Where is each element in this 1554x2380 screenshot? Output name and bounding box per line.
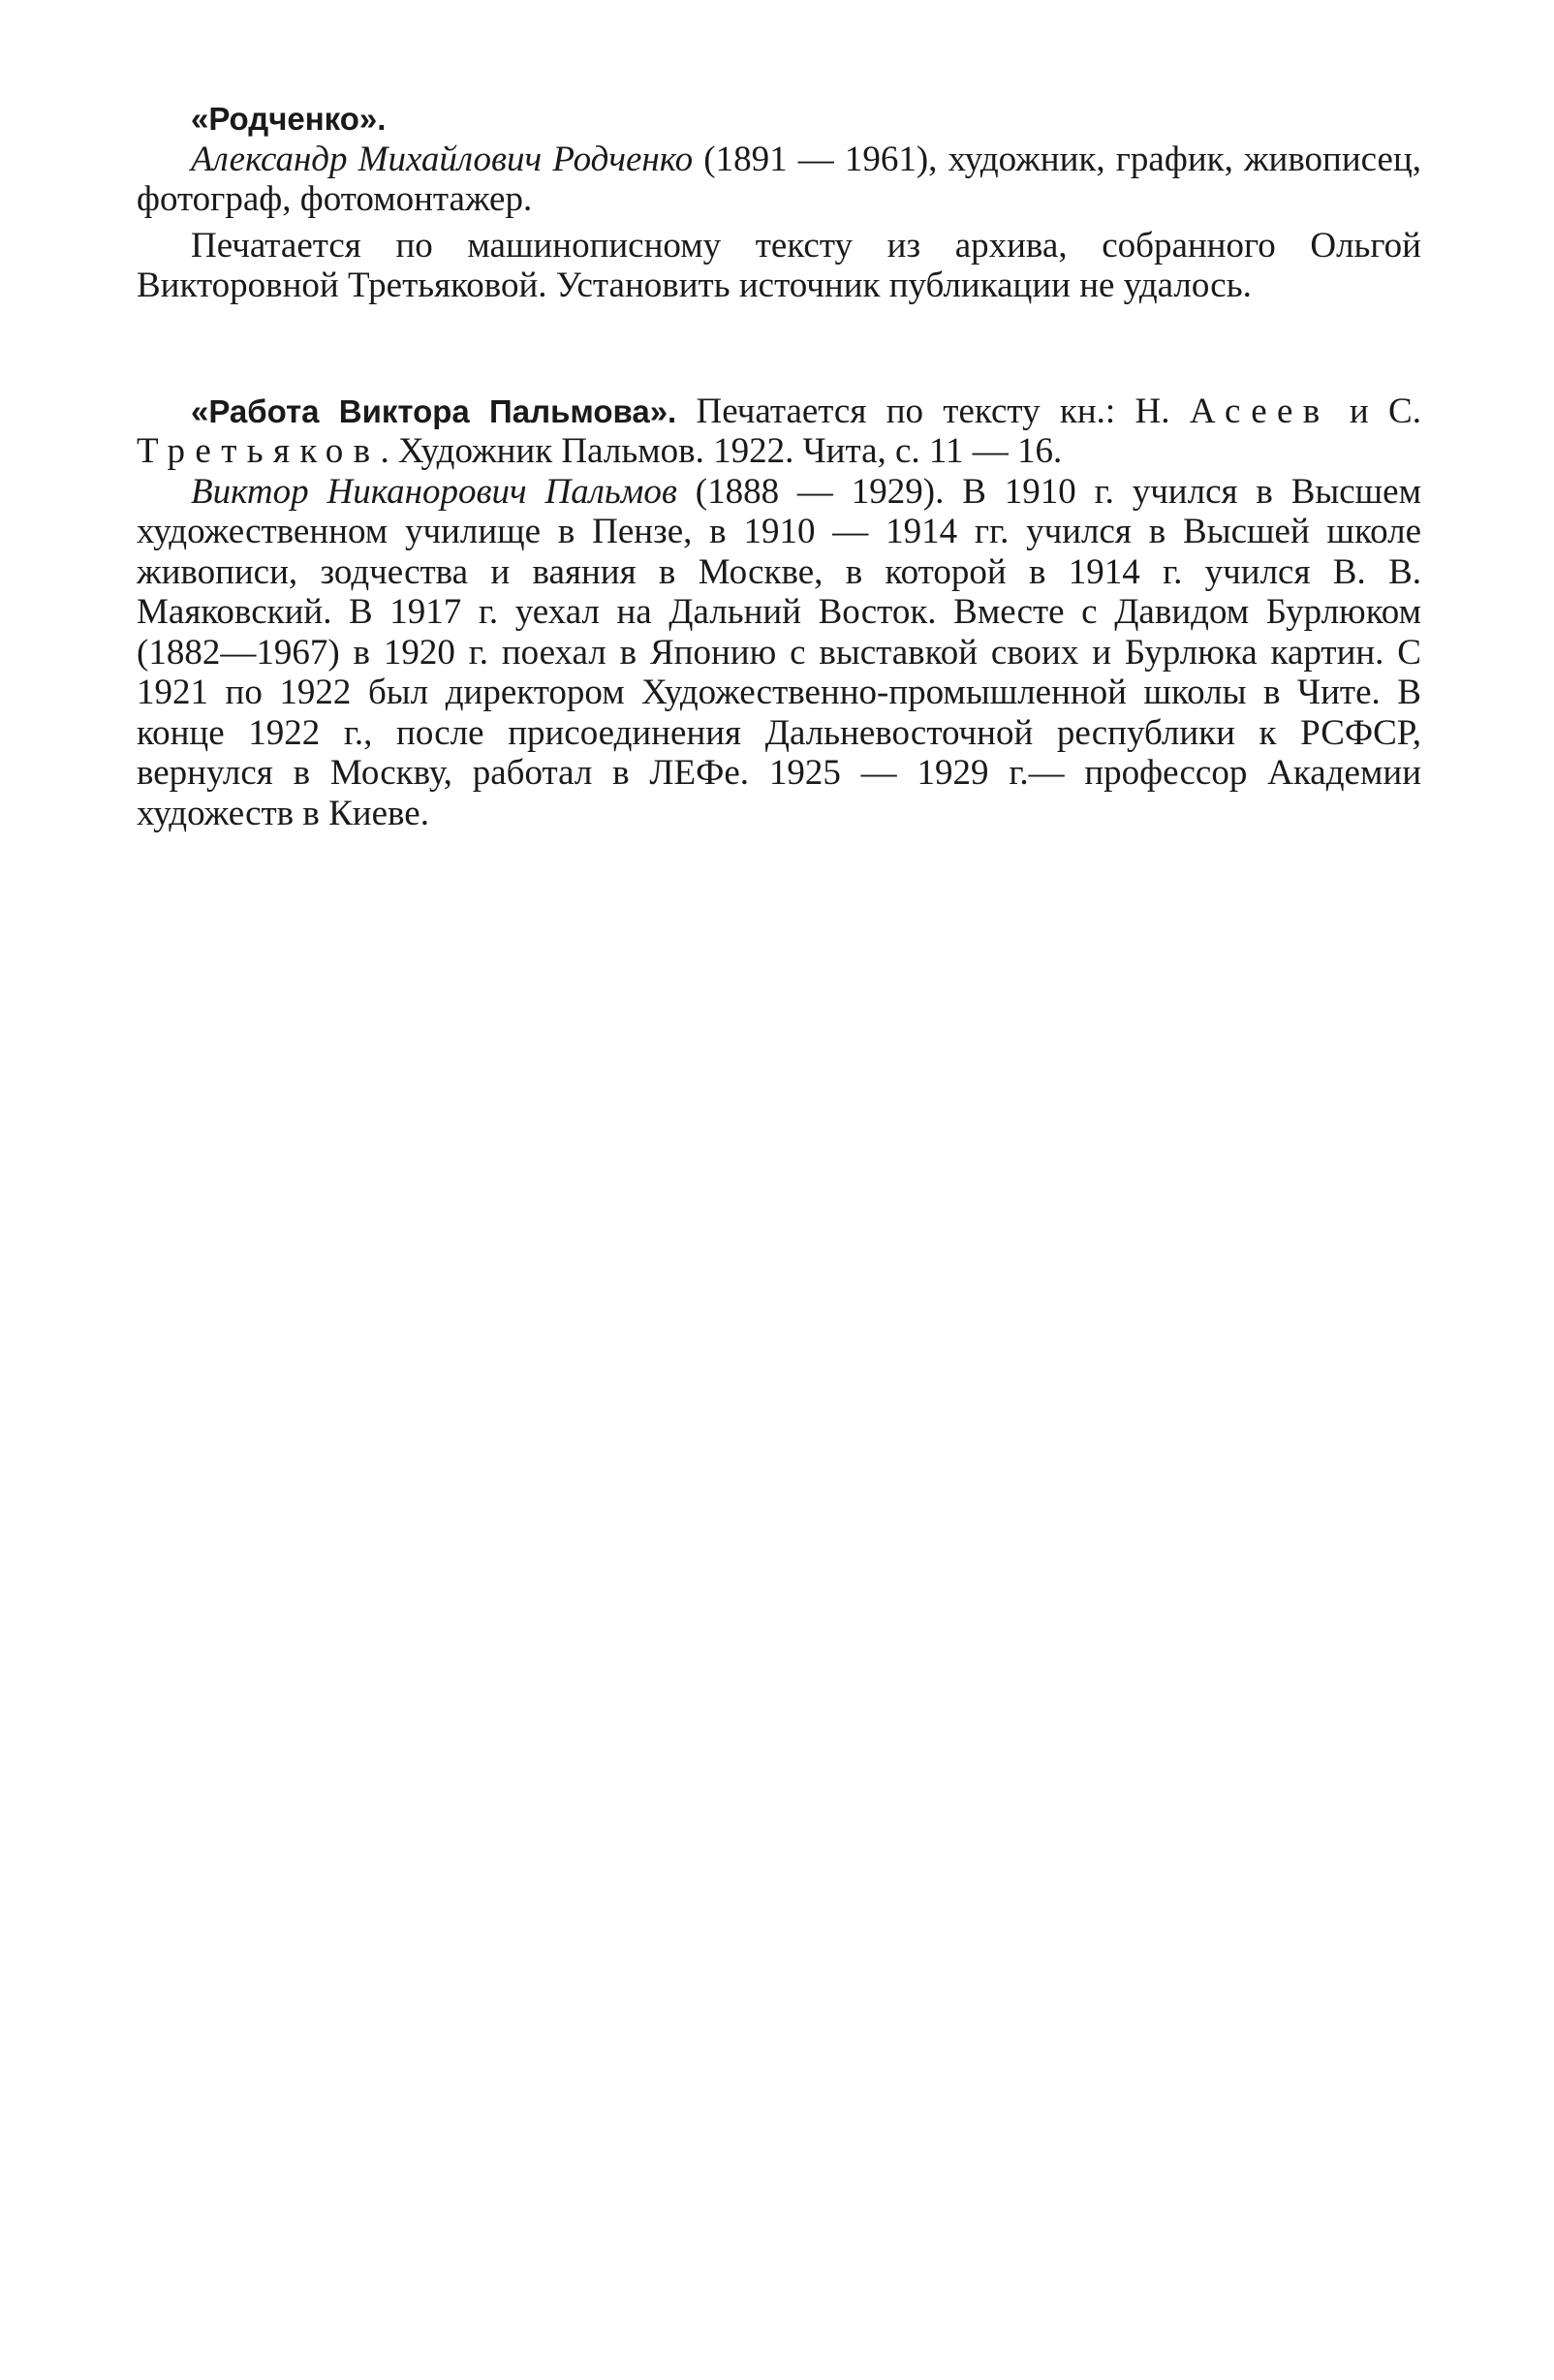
palmov-bio-text: (1888 — 1929). В 1910 г. учился в Высшем художественном училище в Пензе, в 1910 — 1914 гг. учился в Высшей школе живописи, зодчества и ваяния в Москве, в которой в 1914 г. учился В. В. Маяковский. В 1917 г. уехал на Дальний Восток. Вместе с Давидом Бурлюком (1882—1967) в 1920 г. поехал в Японию с выставкой своих и Бурлюка картин. С 1921 по 1922 был директором Художественно-промышленной школы в Чите. В конце 1922 г., после присоединения Дальневосточной республики к РСФСР, вернулся в Москву, работал в ЛЕФе. 1925 — 1929 г.— профессор Академии художеств в Киеве. (137, 471, 1421, 833)
palmov-author-aseev: Асеев (1189, 391, 1330, 431)
rodchenko-source: Печатается по машинописному тексту из архива, собранного Ольгой Викторовной Третьяковой. Установить источник публикации не удалось. (137, 225, 1421, 305)
palmov-source-lead: Печатается по тексту кн.: Н. (676, 391, 1190, 431)
palmov-source-tail: . Художник Пальмов. 1922. Чита, с. 11 — 16. (380, 431, 1063, 471)
document-page (137, 99, 1421, 833)
palmov-source-and: и С. (1329, 391, 1421, 431)
rodchenko-bio-text: (1891 — 1961), художник, график, живописец, фотограф, фотомонтажер. (137, 139, 1422, 219)
palmov-bio (137, 472, 1421, 834)
rodchenko-heading (137, 99, 1421, 140)
palmov-title: «Работа Виктора Пальмова». (191, 392, 677, 429)
rodchenko-bio (137, 140, 1421, 220)
rodchenko-title: «Родченко». (191, 101, 387, 137)
palmov-source (137, 391, 1421, 472)
rodchenko-bio-name: Александр Михайлович Родченко (191, 139, 694, 179)
palmov-bio-name: Виктор Никанорович Пальмов (191, 471, 677, 512)
palmov-author-tretyakov: Третьяков (137, 431, 381, 471)
